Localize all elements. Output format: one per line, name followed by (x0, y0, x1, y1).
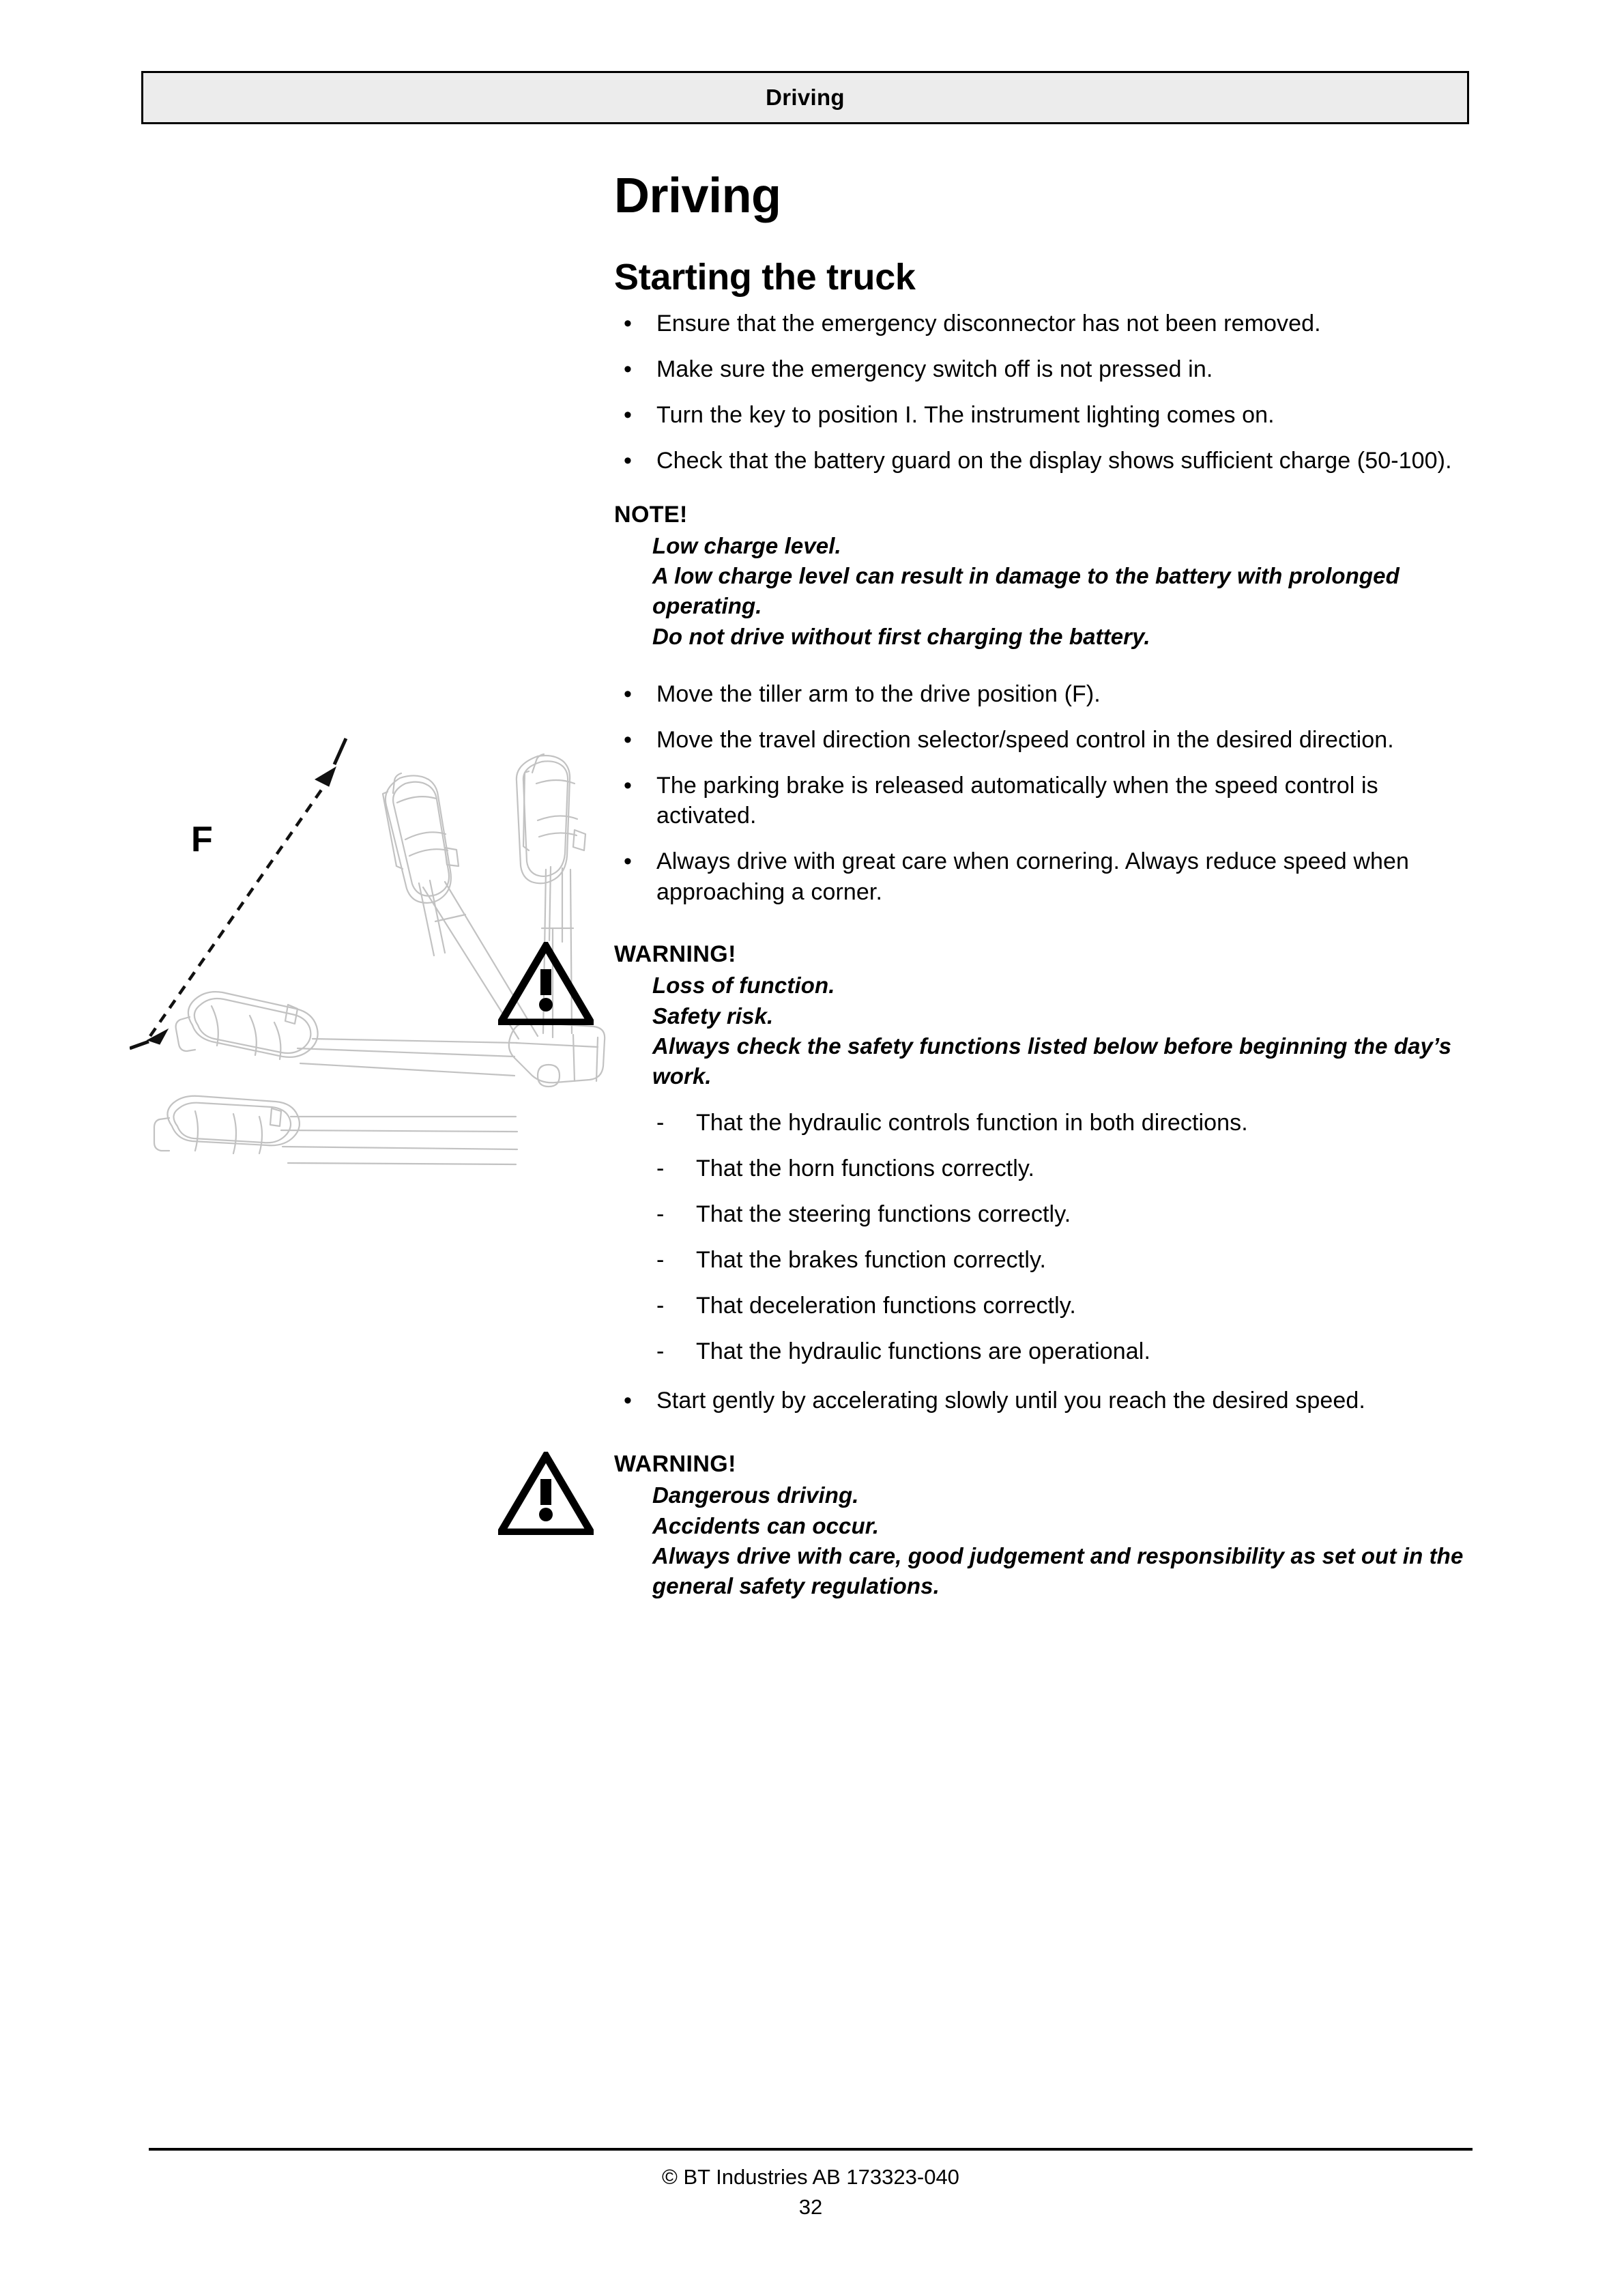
warning-body (614, 971, 1474, 1091)
list-item-text: Move the travel direction selector/speed control in the desired direction. (656, 726, 1394, 753)
list-item (654, 1336, 1474, 1367)
page-title: Driving (614, 169, 781, 223)
dash-glyph: - (656, 1292, 665, 1319)
warning-admonition-1 (614, 939, 1474, 1091)
list-item (614, 1386, 1474, 1416)
startup-checklist (614, 308, 1474, 476)
note-line: A low charge level can result in damage to the battery with prolonged operating. (652, 563, 1400, 619)
list-item (614, 354, 1474, 385)
dash-glyph: - (656, 1201, 665, 1227)
list-item (614, 725, 1474, 756)
warning-line: Always drive with care, good judgement and responsibility as set out in the general safety regulations. (652, 1542, 1464, 1599)
footer-divider (149, 2148, 1473, 2151)
list-item (654, 1108, 1474, 1138)
list-item (654, 1291, 1474, 1321)
warning-triangle-icon (498, 1452, 594, 1535)
bullet-glyph: • (624, 311, 633, 337)
dash-glyph: - (656, 1246, 665, 1273)
bullet-glyph: • (624, 848, 633, 875)
arrowhead-lower (147, 1029, 168, 1044)
list-item-text: That the horn functions correctly. (696, 1156, 1035, 1182)
list-item-text: Start gently by accelerating slowly until you reach the desired speed. (656, 1388, 1365, 1414)
warning-line: Dangerous driving. (652, 1482, 859, 1508)
arrow-tail-lower (130, 1042, 149, 1048)
arrowhead-upper (315, 767, 336, 786)
driving-steps-list (614, 679, 1474, 908)
list-item-text: The parking brake is released automatically when the speed control is activated. (656, 772, 1378, 829)
warning-line: Always check the safety functions listed below before beginning the day’s work. (652, 1033, 1452, 1089)
list-item-text: Ensure that the emergency disconnector has not been removed. (656, 311, 1321, 337)
note-body (614, 531, 1474, 652)
warning-body (614, 1480, 1474, 1601)
list-item (614, 446, 1474, 476)
section-title: Starting the truck (614, 256, 916, 298)
list-item-text: Make sure the emergency switch off is not pressed in. (656, 356, 1213, 383)
list-item (614, 308, 1474, 339)
list-item (614, 771, 1474, 832)
start-gently-list (614, 1386, 1474, 1416)
list-item (614, 679, 1474, 710)
note-admonition (614, 500, 1474, 652)
list-item-text: That the hydraulic functions are operational. (696, 1338, 1151, 1364)
list-item-text: Move the tiller arm to the drive position (F). (656, 680, 1101, 707)
warning-line: Safety risk. (652, 1003, 774, 1029)
warning-triangle-icon (498, 942, 594, 1025)
dash-glyph: - (656, 1338, 665, 1364)
footer-copyright: © BT Industries AB 173323-040 (662, 2165, 959, 2189)
warning-title: WARNING! (614, 941, 736, 968)
bullet-glyph: • (624, 726, 633, 753)
running-header (141, 71, 1469, 124)
bullet-glyph: • (624, 1388, 633, 1414)
figure-label-F: F (191, 820, 213, 859)
note-title: NOTE! (614, 501, 688, 528)
warning-line: Accidents can occur. (652, 1512, 880, 1538)
list-item-text: That the hydraulic controls function in both directions. (696, 1110, 1248, 1136)
list-item (614, 846, 1474, 908)
list-item-text: That deceleration functions correctly. (696, 1292, 1076, 1319)
list-item-text: That the brakes function correctly. (696, 1246, 1047, 1273)
bullet-glyph: • (624, 402, 633, 429)
list-item-text: Always drive with great care when cornering. Always reduce speed when approaching a corner. (656, 848, 1410, 906)
safety-function-checks (614, 1108, 1474, 1366)
running-header-title: Driving (766, 85, 845, 110)
list-item (654, 1199, 1474, 1230)
main-content (614, 171, 1474, 1601)
bullet-glyph: • (624, 680, 633, 707)
list-item (654, 1245, 1474, 1276)
bullet-glyph: • (624, 772, 633, 799)
page-number: 32 (798, 2195, 823, 2219)
list-item (654, 1153, 1474, 1184)
note-line: Low charge level. (652, 532, 841, 558)
warning-line: Loss of function. (652, 973, 835, 999)
bullet-glyph: • (624, 356, 633, 383)
list-item-text: Check that the battery guard on the display shows sufficient charge (50-100). (656, 447, 1452, 474)
dash-glyph: - (656, 1156, 665, 1182)
list-item-text: That the steering functions correctly. (696, 1201, 1071, 1227)
warning-title: WARNING! (614, 1451, 736, 1478)
warning-admonition-2 (614, 1449, 1474, 1601)
list-item (614, 400, 1474, 431)
bullet-glyph: • (624, 447, 633, 474)
dash-glyph: - (656, 1110, 665, 1136)
arrow-tail-upper (334, 738, 346, 764)
note-line: Do not drive without first charging the battery. (652, 623, 1150, 649)
list-item-text: Turn the key to position I. The instrument lighting comes on. (656, 402, 1275, 429)
